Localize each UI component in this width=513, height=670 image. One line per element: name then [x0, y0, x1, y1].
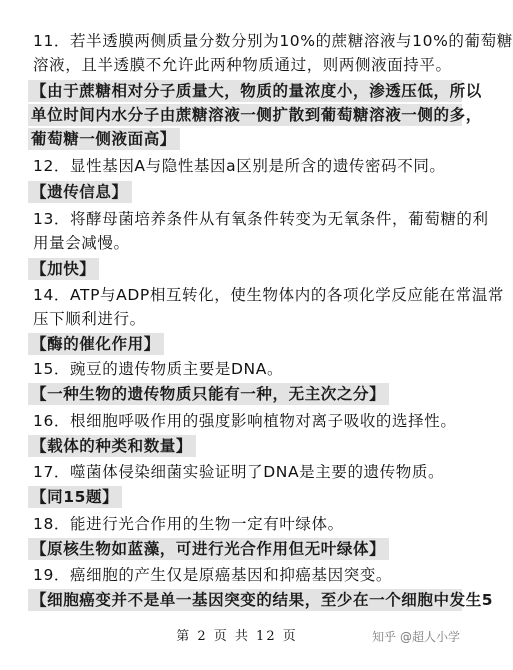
question-12: 12．显性基因A与隐性基因a区别是所含的遗传密码不同。	[33, 157, 446, 175]
question-11-line-2: 溶液，且半透膜不允许此两种物质通过，则两侧液面持平。	[33, 56, 452, 74]
question-14-line-2: 压下顺利进行。	[33, 310, 146, 328]
answer-17: 【同15题】	[28, 486, 122, 508]
watermark-text: 知乎 @超人小学	[372, 630, 460, 644]
question-14-line-1: 14．ATP与ADP相互转化，使生物体内的各项化学反应能在常温常	[33, 286, 505, 304]
page-number: 第 2 页 共 12 页	[176, 629, 298, 644]
answer-14: 【酶的催化作用】	[28, 333, 164, 355]
answer-11-line-1: 【由于蔗糖相对分子质量大，物质的量浓度小，渗透压低，所以	[28, 80, 462, 102]
question-13-line-1: 13．将酵母菌培养条件从有氧条件转变为无氧条件，葡萄糖的利	[33, 210, 489, 228]
answer-16: 【载体的种类和数量】	[28, 435, 196, 457]
answer-12: 【遗传信息】	[28, 181, 132, 203]
answer-11-line-3: 葡萄糖一侧液面高】	[28, 128, 180, 150]
question-18: 18．能进行光合作用的生物一定有叶绿体。	[33, 515, 344, 533]
page-footer	[0, 626, 474, 648]
question-16: 16．根细胞呼吸作用的强度影响植物对离子吸收的选择性。	[33, 412, 457, 430]
question-11-line-1: 11．若半透膜两侧质量分数分别为10%的蔗糖溶液与10%的葡萄糖	[33, 32, 513, 50]
question-19: 19．癌细胞的产生仅是原癌基因和抑癌基因突变。	[33, 566, 393, 584]
watermark	[372, 626, 460, 648]
question-17: 17．噬菌体侵染细菌实验证明了DNA是主要的遗传物质。	[33, 463, 445, 481]
answer-19: 【细胞癌变并不是单一基因突变的结果，至少在一个细胞中发生5	[28, 589, 462, 611]
answer-13: 【加快】	[28, 258, 99, 280]
answer-15: 【一种生物的遗传物质只能有一种，无主次之分】	[28, 383, 389, 405]
answer-11-line-2: 单位时间内水分子由蔗糖溶液一侧扩散到葡萄糖溶液一侧的多，	[28, 104, 462, 126]
question-15: 15．豌豆的遗传物质主要是DNA。	[33, 360, 284, 378]
answer-18: 【原核生物如蓝藻，可进行光合作用但无叶绿体】	[28, 538, 389, 560]
question-13-line-2: 用量会减慢。	[33, 234, 130, 252]
